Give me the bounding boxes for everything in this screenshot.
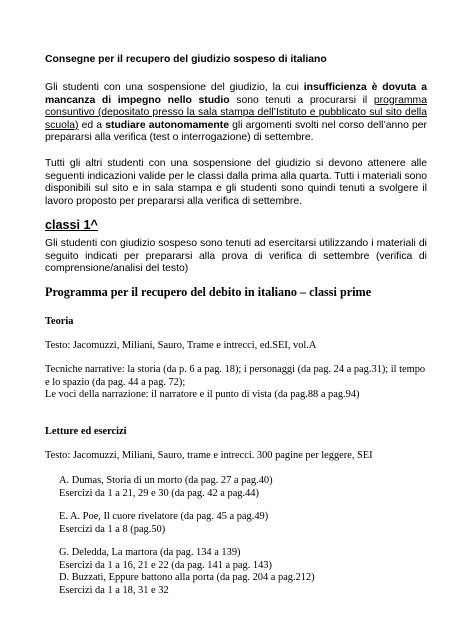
list-item <box>59 572 419 597</box>
list-item <box>59 547 419 572</box>
document-title: Consegne per il recupero del giudizio sospeso di italiano <box>45 54 327 65</box>
paragraph-altri-studenti: Tutti gli altri studenti con una sospensione del giudizio si devono attenere alle seguenti indicazioni valide per le classi dalla prima alla quarta. Tutti i materiali sono disponibili sul sito e in sala stampa e gli studenti sono quindi tenuti a svolgere il lavoro proposto per prepararsi alla verifica di settembre. <box>45 158 427 207</box>
reading-esercizi: Esercizi da 1 a 16, 21 e 22 (da pag. 141 a pag. 143) <box>59 559 272 571</box>
para1-text-4: gli argomenti svolti nel corso dell’anno per prepararsi alla verifica (test o interrogazione) di settembre. <box>45 119 428 144</box>
para1-underline-programma: programma consuntivo (depositato presso la sala stampa dell’Istituto e pubblicato sul sito della scuola) <box>45 94 427 131</box>
letture-testo: Testo: Jacomuzzi, Miliani, Sauro, trame e intrecci. 300 pagine per leggere, SEI <box>45 450 373 461</box>
reading-title: E. A. Poe, Il cuore rivelatore (da pag. 45 a pag.49) <box>59 511 269 522</box>
paragraph-recupero-autonomo <box>45 82 427 145</box>
teoria-tecniche: Tecniche narrative: la storia (da p. 6 a pag. 18); i personaggi (da pag. 24 a pag.31); il tempo e lo spazio (da pag. 44 a pag. 72); <box>45 364 426 388</box>
teoria-heading: Teoria <box>45 316 74 327</box>
list-item <box>59 511 419 536</box>
paragraph-classi-prime: Gli studenti con giudizio sospeso sono tenuti ad esercitarsi utilizzando i materiali di seguito indicati per prepararsi alla prova di verifica di settembre (verifica di comprensione/analisi del testo) <box>45 238 427 275</box>
programma-heading: Programma per il recupero del debito in italiano – classi prime <box>45 285 372 299</box>
list-item <box>59 475 419 500</box>
para1-text-1: Gli studenti con una sospensione del giudizio, la cui <box>45 82 304 93</box>
reading-esercizi: Esercizi da 1 a 8 (pag.50) <box>59 523 166 535</box>
classi-heading: classi 1^ <box>45 218 98 232</box>
reading-title: G. Deledda, La martora (da pag. 134 a 139) <box>59 547 241 558</box>
reading-title: A. Dumas, Storia di un morto (da pag. 27 a pag.40) <box>59 475 273 486</box>
teoria-voci: Le voci della narrazione: il narratore e il punto di vista (da pag.88 a pag.94) <box>45 389 360 400</box>
letture-heading: Letture ed esercizi <box>45 426 127 437</box>
teoria-testo: Testo: Jacomuzzi, Miliani, Sauro, Trame e intrecci, ed.SEI, vol.A <box>45 340 317 351</box>
para1-bold-studiare: studiare autonomamente <box>105 119 229 131</box>
reading-title: D. Buzzati, Eppure battono alla porta (da pag. 204 a pag.212) <box>59 572 315 583</box>
para1-text-2: sono tenuti a procurarsi il <box>229 94 374 106</box>
reading-esercizi: Esercizi da 1 a 21, 29 e 30 (da pag. 42 a pag.44) <box>59 487 259 499</box>
para1-bold-insufficienza: insufficienza è dovuta a mancanza di impegno nello studio <box>45 82 427 106</box>
reading-esercizi: Esercizi da 1 a 18, 31 e 32 <box>59 584 169 596</box>
para1-text-3: ed a <box>78 119 106 131</box>
